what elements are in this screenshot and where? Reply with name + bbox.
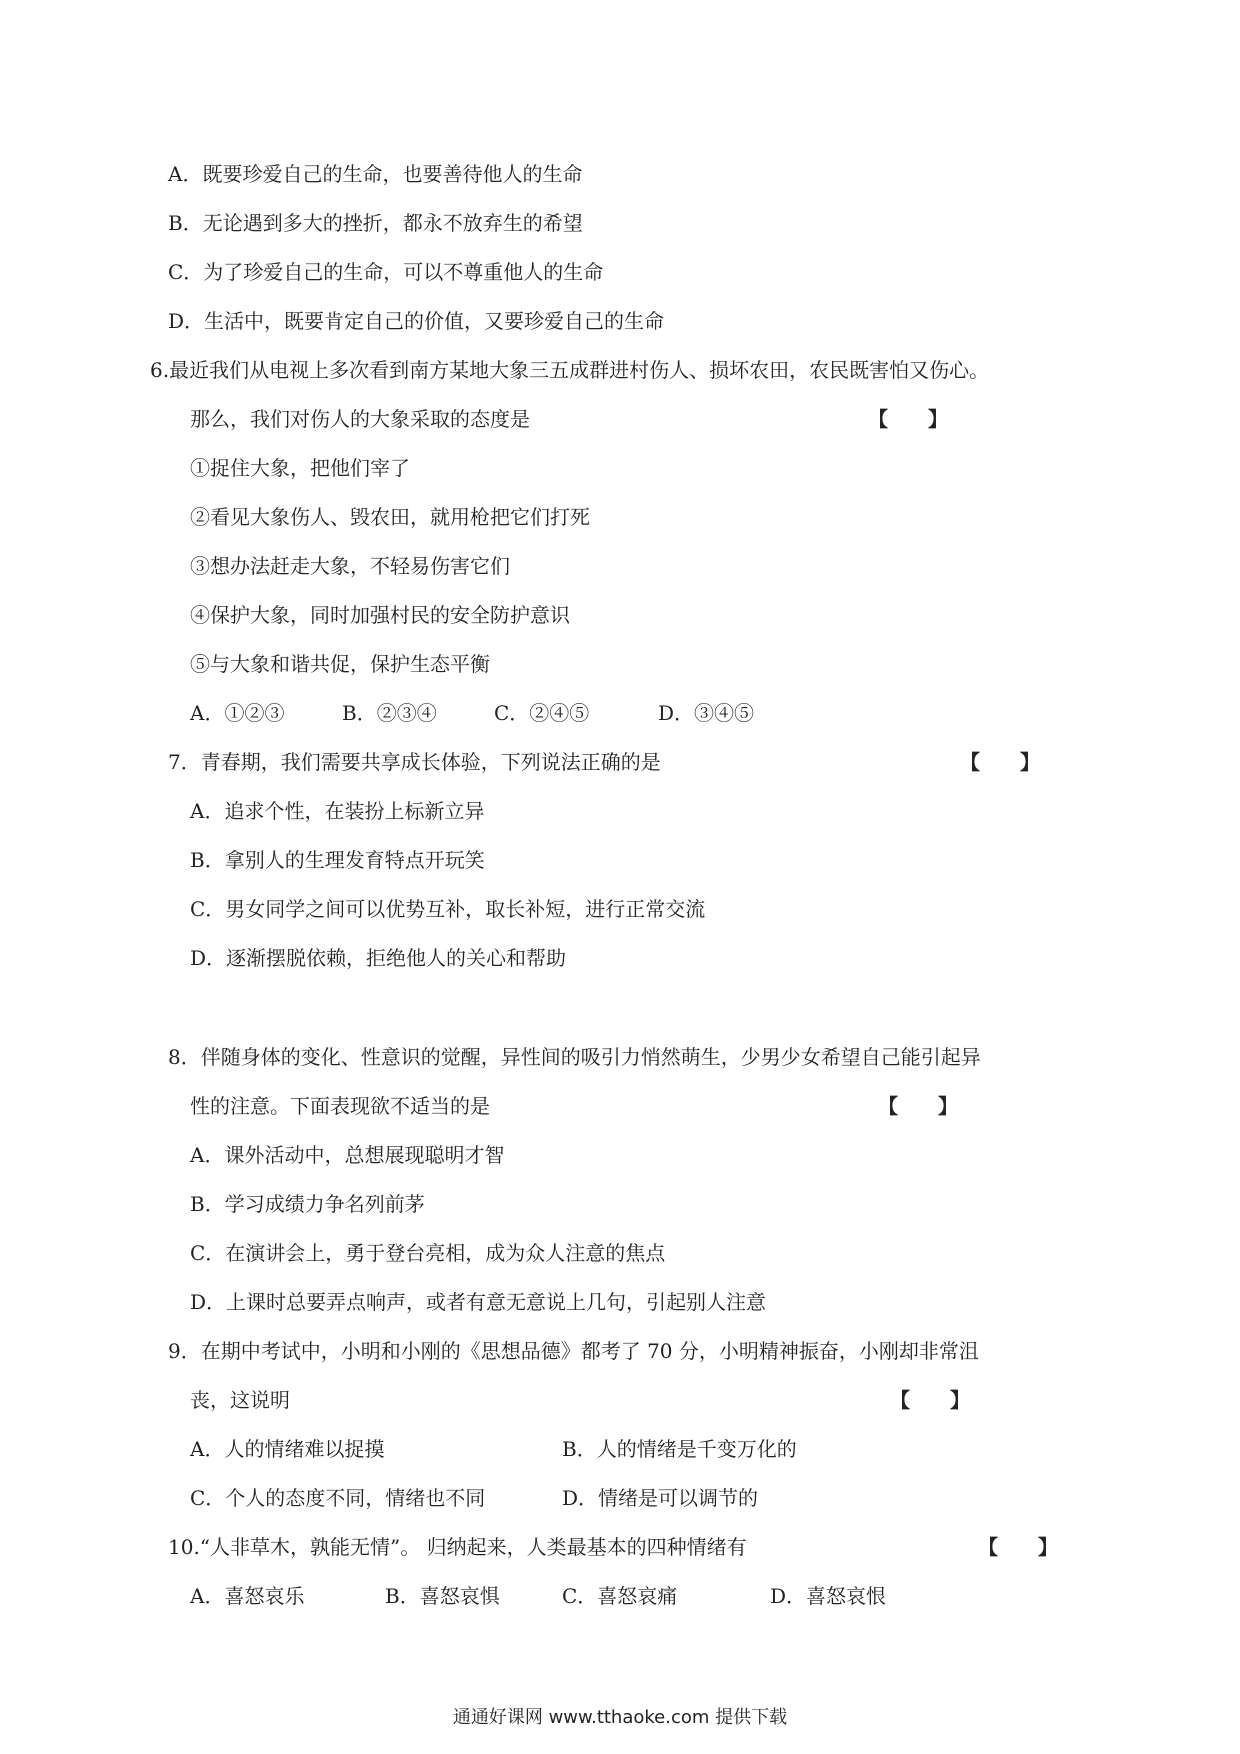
q8-option-d: D．上课时总要弄点响声，或者有意无意说上几句，引起别人注意 — [190, 1290, 767, 1314]
q6-option-a: A．①②③ — [190, 701, 285, 725]
page-footer: 通通好课网 www.tthaoke.com 提供下载 — [452, 1707, 788, 1728]
q9-answer-bracket: 【 】 — [890, 1388, 970, 1412]
q7-option-a: A．追求个性，在装扮上标新立异 — [190, 799, 485, 823]
q8-answer-bracket: 【 】 — [878, 1094, 958, 1118]
q7-answer-bracket: 【 】 — [960, 750, 1040, 774]
q6-option-b: B．②③④ — [342, 701, 437, 725]
q10-option-d: D．喜怒哀恨 — [770, 1584, 887, 1608]
q6-option-c: C．②④⑤ — [494, 701, 590, 725]
q5-option-b: B．无论遇到多大的挫折，都永不放弃生的希望 — [168, 211, 583, 235]
q8-stem-line2: 性的注意。下面表现欲不适当的是 — [190, 1094, 490, 1118]
q10-option-b: B．喜怒哀惧 — [385, 1584, 500, 1608]
q5-option-d: D．生活中，既要肯定自己的价值，又要珍爱自己的生命 — [168, 309, 665, 333]
q8-option-c: C．在演讲会上，勇于登台亮相，成为众人注意的焦点 — [190, 1241, 666, 1265]
q5-option-c: C．为了珍爱自己的生命，可以不尊重他人的生命 — [168, 260, 604, 284]
q9-option-b: B．人的情绪是千变万化的 — [562, 1437, 797, 1461]
q8-option-b: B．学习成绩力争名列前茅 — [190, 1192, 425, 1216]
q7-option-b: B．拿别人的生理发育特点开玩笑 — [190, 848, 485, 872]
q7-stem: 7．青春期，我们需要共享成长体验，下列说法正确的是 — [168, 750, 661, 774]
q6-item-1: ①捉住大象，把他们宰了 — [190, 456, 410, 480]
q6-item-3: ③想办法赶走大象，不轻易伤害它们 — [190, 554, 510, 578]
q10-stem: 10.“人非草木，孰能无情”。 归纳起来，人类最基本的四种情绪有 — [168, 1535, 747, 1559]
q6-item-4: ④保护大象，同时加强村民的安全防护意识 — [190, 603, 570, 627]
q10-option-c: C．喜怒哀痛 — [562, 1584, 678, 1608]
q9-option-c: C．个人的态度不同，情绪也不同 — [190, 1486, 486, 1510]
q5-option-a: A．既要珍爱自己的生命，也要善待他人的生命 — [168, 162, 583, 186]
q9-option-a: A．人的情绪难以捉摸 — [190, 1437, 385, 1461]
q8-stem-line1: 8．伴随身体的变化、性意识的觉醒，异性间的吸引力悄然萌生，少男少女希望自己能引起异 — [168, 1045, 981, 1069]
q6-option-d: D．③④⑤ — [658, 701, 755, 725]
q7-option-d: D．逐渐摆脱依赖，拒绝他人的关心和帮助 — [190, 946, 567, 970]
q6-answer-bracket: 【 】 — [868, 407, 948, 431]
q9-stem-line1: 9．在期中考试中，小明和小刚的《思想品德》都考了 70 分，小明精神振奋，小刚却非常沮 — [168, 1339, 979, 1363]
q9-stem-line2: 丧，这说明 — [190, 1388, 290, 1412]
q7-option-c: C．男女同学之间可以优势互补，取长补短，进行正常交流 — [190, 897, 706, 921]
q6-item-5: ⑤与大象和谐共促，保护生态平衡 — [190, 652, 490, 676]
q8-option-a: A．课外活动中，总想展现聪明才智 — [190, 1143, 505, 1167]
q6-item-2: ②看见大象伤人、毁农田，就用枪把它们打死 — [190, 505, 590, 529]
q9-option-d: D．情绪是可以调节的 — [562, 1486, 759, 1510]
q6-stem-line1: 6.最近我们从电视上多次看到南方某地大象三五成群进村伤人、损坏农田，农民既害怕又伤心。 — [150, 358, 990, 382]
q6-stem-line2: 那么，我们对伤人的大象采取的态度是 — [190, 407, 530, 431]
q10-option-a: A．喜怒哀乐 — [190, 1584, 305, 1608]
q10-answer-bracket: 【 】 — [978, 1535, 1058, 1559]
